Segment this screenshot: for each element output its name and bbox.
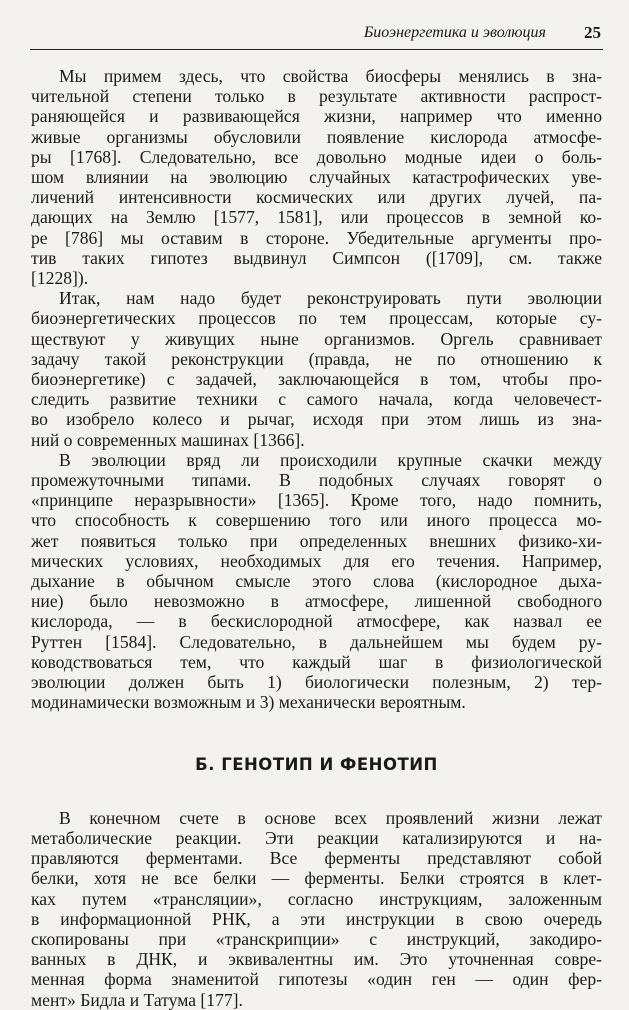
- text-line: Руттен [1584]. Следовательно, в дальнейшем мы будем ру-: [31, 631, 602, 652]
- text-line: ры [1768]. Следовательно, все довольно модные идеи о боль-: [31, 146, 602, 167]
- text-line: тив таких гипотез выдвинул Симпсон ([1709], см. также: [31, 247, 602, 268]
- text-line: живые организмы обусловили появление кислорода атмосфе-: [31, 126, 602, 147]
- paragraph-2: [31, 288, 602, 450]
- text-line: ществуют у живущих ныне организмов. Оргель сравнивает: [31, 328, 602, 349]
- text-line: что способность к совершению того или иного процесса мо-: [31, 510, 602, 531]
- text-line: дыхание в обычном смысле этого слова (кислородное дыха-: [31, 571, 602, 592]
- page-body: [31, 66, 602, 1010]
- text-line: модинамически возможным и 3) механически вероятным.: [31, 692, 466, 713]
- text-line: чительной степени только в результате активности распрост-: [31, 86, 602, 107]
- text-line: биоэнергетике) с задачей, заключающейся в том, чтобы про-: [31, 369, 602, 390]
- running-header: [0, 22, 629, 48]
- text-line: следить развитие техники с самого начала, когда человечест-: [31, 389, 602, 410]
- text-line: В конечном счете в основе всех проявлений жизни лежат: [59, 807, 602, 828]
- section-heading: Б. ГЕНОТИП И ФЕНОТИП: [195, 754, 438, 774]
- text-line: промежуточными типами. В подобных случаях говорят о: [31, 470, 602, 491]
- running-title: Биоэнергетика и эволюция: [363, 24, 546, 41]
- text-line: ре [786] мы оставим в стороне. Убедительные аргументы про-: [31, 227, 602, 248]
- text-line: шом влиянии на эволюцию случайных катастрофических уве-: [31, 167, 602, 188]
- paragraph-1: [31, 66, 602, 288]
- text-line: Мы примем здесь, что свойства биосферы менялись в зна-: [59, 66, 602, 86]
- text-line: [1228]).: [31, 268, 89, 289]
- text-line: Итак, нам надо будет реконструировать пути эволюции: [59, 288, 602, 309]
- text-line: дающих на Землю [1577, 1581], или процессов в земной ко-: [31, 207, 602, 228]
- text-line: скопированы при «транскрипции» с инструкций, закодиро-: [31, 928, 602, 949]
- paragraph-3: [31, 450, 602, 713]
- text-line: ководствоваться тем, что каждый шаг в физиологической: [31, 651, 602, 672]
- text-line: В эволюции вряд ли происходили крупные скачки между: [59, 449, 602, 470]
- text-line: личений интенсивности космических или других лучей, па-: [31, 187, 602, 208]
- text-line: мических условиях, необходимых для его течения. Например,: [31, 550, 602, 571]
- text-line: задачу такой реконструкции (правда, не по отношению к: [31, 348, 602, 369]
- text-line: белки, хотя не все белки — ферменты. Белки строятся в клет-: [31, 868, 602, 889]
- header-rule: [30, 49, 603, 50]
- page-number: 25: [584, 23, 601, 42]
- text-line: в информационной РНК, а эти инструкции в свою очередь: [31, 908, 602, 929]
- text-line: мент» Бидла и Татума [177].: [31, 989, 243, 1010]
- text-line: «принципе неразрывности» [1365]. Кроме того, надо помнить,: [31, 490, 602, 511]
- text-line: ках путем «трансляции», согласно инструкциям, заложенным: [31, 888, 602, 909]
- text-line: ний о современных машинах [1366].: [31, 429, 305, 450]
- text-line: правляются ферментами. Все ферменты представляют собой: [31, 848, 602, 869]
- text-line: менная форма знаменитой гипотезы «один ген — один фер-: [31, 969, 602, 990]
- text-line: биоэнергетических процессов по тем процессам, которые су-: [31, 308, 602, 329]
- text-line: ванных в ДНК, и эквивалентны им. Это уточненная совре-: [31, 949, 602, 970]
- text-line: метаболические реакции. Эти реакции катализируются и на-: [31, 827, 602, 848]
- text-line: жет появиться только при определенных внешних физико-хи-: [31, 530, 602, 551]
- text-line: раняющейся и развивающейся жизни, например что именно: [31, 106, 602, 127]
- text-line: кислорода, — в бескислородной атмосфере, как назвал ее: [31, 611, 602, 632]
- text-line: во изобрело колесо и рычаг, исходя при этом лишь из зна-: [31, 409, 602, 430]
- text-line: ние) было невозможно в атмосфере, лишенной свободного: [31, 591, 602, 612]
- text-line: эволюции должен быть 1) биологически полезным, 2) тер-: [31, 672, 602, 693]
- paragraph-4: [31, 808, 602, 1010]
